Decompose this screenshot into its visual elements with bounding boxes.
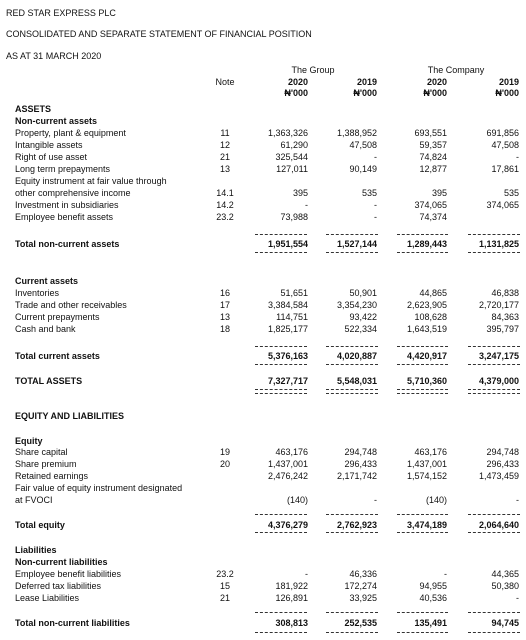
current-asset-row-label: Cash and bank: [15, 324, 76, 334]
noncurrent-asset-row-label: Property, plant & equipment: [15, 128, 126, 138]
company-2019-unit: ₦'000: [495, 88, 519, 98]
equity-row-label: Fair value of equity instrument designated: [15, 483, 183, 493]
noncurrent-asset-row-label: Investment in subsidiaries: [15, 200, 119, 210]
single-rule: [468, 234, 520, 235]
current-asset-row-note: 17: [219, 300, 230, 310]
current-asset-row-company-2020: 44,865: [419, 288, 447, 298]
noncurrent-asset-row-company-2020: 59,357: [419, 140, 447, 150]
current-asset-row-group-2019: 50,901: [349, 288, 377, 298]
current-asset-row-label: Trade and other receivables: [15, 300, 127, 310]
noncurrent-asset-row-label: Equity instrument at fair value through: [15, 176, 167, 186]
total-noncurrent-liabilities-g2020: 308,813: [275, 618, 308, 628]
noncurrent-asset-row-note: 21: [219, 152, 230, 162]
current-asset-row-company-2019: 2,720,177: [478, 300, 519, 310]
single-rule: [255, 252, 307, 253]
single-rule: [326, 632, 378, 633]
double-rule: [326, 389, 378, 394]
noncurrent-asset-row-note: 14.1: [216, 188, 234, 198]
noncurrent-asset-row-label: Long term prepayments: [15, 164, 111, 174]
noncurrent-liability-row-group-2020: -: [305, 569, 308, 579]
total-noncurrent-assets-g2019: 1,527,144: [336, 239, 377, 249]
equity-row-company-2020: 1,574,152: [406, 471, 447, 481]
single-rule: [326, 532, 378, 533]
company-2020-year: 2020: [426, 77, 447, 87]
statement-title: CONSOLIDATED AND SEPARATE STATEMENT OF FINANCIAL POSITION: [6, 29, 312, 39]
single-rule: [397, 234, 448, 235]
total-assets-g2020: 7,327,717: [267, 376, 308, 386]
current-asset-row-company-2020: 1,643,519: [406, 324, 447, 334]
single-rule: [468, 252, 520, 253]
noncurrent-asset-row-group-2020: 395: [292, 188, 308, 198]
equity-row-company-2020: (140): [425, 495, 447, 505]
noncurrent-liability-row-group-2020: 181,922: [275, 581, 308, 591]
noncurrent-asset-row-group-2020: 61,290: [280, 140, 308, 150]
total-noncurrent-liabilities-label: Total non-current liabilities: [15, 618, 130, 628]
single-rule: [326, 346, 378, 347]
group-2019-year: 2019: [356, 77, 377, 87]
noncurrent-asset-row-company-2020: 12,877: [419, 164, 447, 174]
single-rule: [255, 612, 307, 613]
equity-heading: Equity: [15, 436, 43, 446]
equity-row-group-2019: -: [374, 495, 377, 505]
noncurrent-asset-row-group-2020: -: [305, 200, 308, 210]
noncurrent-asset-row-company-2019: 535: [503, 188, 519, 198]
equity-row-group-2019: 2,171,742: [336, 471, 377, 481]
single-rule: [468, 632, 520, 633]
noncurrent-asset-row-company-2019: 691,856: [486, 128, 519, 138]
company-header: The Company: [427, 65, 485, 75]
noncurrent-asset-row-group-2019: -: [374, 212, 377, 222]
single-rule: [326, 612, 378, 613]
equity-row-group-2020: 463,176: [275, 447, 308, 457]
noncurrent-asset-row-group-2019: -: [374, 152, 377, 162]
single-rule: [397, 252, 448, 253]
current-asset-row-company-2019: 395,797: [486, 324, 519, 334]
total-equity-c2020: 3,474,189: [406, 520, 447, 530]
single-rule: [255, 364, 307, 365]
noncurrent-asset-row-note: 12: [219, 140, 230, 150]
noncurrent-asset-row-group-2019: -: [374, 200, 377, 210]
noncurrent-liability-row-company-2019: 44,365: [491, 569, 519, 579]
noncurrent-liability-row-label: Employee benefit liabilities: [15, 569, 122, 579]
single-rule: [255, 532, 307, 533]
total-assets-label: TOTAL ASSETS: [15, 376, 83, 386]
total-noncurrent-liabilities-c2019: 94,745: [491, 618, 519, 628]
equity-row-group-2019: 296,433: [344, 459, 377, 469]
noncurrent-liability-row-note: 15: [219, 581, 230, 591]
noncurrent-liability-row-group-2020: 126,891: [275, 593, 308, 603]
equity-row-group-2020: 2,476,242: [267, 471, 308, 481]
noncurrent-asset-row-label: other comprehensive income: [15, 188, 131, 198]
noncurrent-asset-row-company-2020: 395: [431, 188, 447, 198]
current-asset-row-group-2020: 3,384,584: [267, 300, 308, 310]
total-current-assets-c2020: 4,420,917: [406, 351, 447, 361]
equity-row-company-2020: 463,176: [414, 447, 447, 457]
noncurrent-asset-row-company-2020: 374,065: [414, 200, 447, 210]
current-asset-row-company-2020: 2,623,905: [406, 300, 447, 310]
company-2019-year: 2019: [498, 77, 519, 87]
noncurrent-asset-row-group-2019: 1,388,952: [336, 128, 377, 138]
noncurrent-asset-row-group-2020: 73,988: [280, 212, 308, 222]
current-asset-row-company-2019: 84,363: [491, 312, 519, 322]
single-rule: [255, 346, 307, 347]
total-equity-g2020: 4,376,279: [267, 520, 308, 530]
total-noncurrent-assets-c2019: 1,131,825: [478, 239, 519, 249]
single-rule: [397, 346, 448, 347]
current-asset-row-group-2020: 51,651: [280, 288, 308, 298]
single-rule: [468, 514, 520, 515]
noncurrent-asset-row-label: Right of use asset: [15, 152, 88, 162]
single-rule: [255, 632, 307, 633]
noncurrent-asset-row-group-2019: 535: [361, 188, 377, 198]
total-noncurrent-assets-label: Total non-current assets: [15, 239, 120, 249]
single-rule: [397, 612, 448, 613]
noncurrent-liability-row-note: 21: [219, 593, 230, 603]
noncurrent-asset-row-company-2020: 693,551: [414, 128, 447, 138]
single-rule: [468, 364, 520, 365]
total-current-assets-label: Total current assets: [15, 351, 100, 361]
double-rule: [468, 389, 520, 394]
equity-row-group-2020: (140): [286, 495, 308, 505]
noncurrent-liabilities-heading: Non-current liabilities: [15, 557, 108, 567]
total-noncurrent-assets-c2020: 1,289,443: [406, 239, 447, 249]
noncurrent-asset-row-note: 11: [220, 128, 230, 138]
noncurrent-liability-row-company-2020: -: [444, 569, 447, 579]
total-equity-c2019: 2,064,640: [478, 520, 519, 530]
double-rule: [255, 389, 307, 394]
noncurrent-asset-row-group-2020: 325,544: [275, 152, 308, 162]
group-2020-unit: ₦'000: [284, 88, 308, 98]
current-asset-row-label: Inventories: [15, 288, 60, 298]
current-asset-row-note: 18: [219, 324, 230, 334]
noncurrent-asset-row-group-2020: 1,363,326: [267, 128, 308, 138]
equity-row-group-2020: 1,437,001: [267, 459, 308, 469]
single-rule: [255, 234, 307, 235]
current-asset-row-group-2019: 3,354,230: [336, 300, 377, 310]
equity-liabilities-heading: EQUITY AND LIABILITIES: [15, 411, 125, 421]
noncurrent-liability-row-group-2019: 33,925: [349, 593, 377, 603]
note-column-header: Note: [215, 77, 235, 87]
noncurrent-liability-row-note: 23.2: [216, 569, 234, 579]
single-rule: [326, 252, 378, 253]
total-equity-g2019: 2,762,923: [336, 520, 377, 530]
single-rule: [326, 234, 378, 235]
equity-row-note: 19: [219, 447, 230, 457]
company-name: RED STAR EXPRESS PLC: [6, 8, 116, 18]
single-rule: [326, 364, 378, 365]
noncurrent-asset-row-group-2020: 127,011: [276, 164, 308, 174]
company-2020-unit: ₦'000: [423, 88, 447, 98]
total-current-assets-c2019: 3,247,175: [478, 351, 519, 361]
double-rule: [397, 389, 448, 394]
liabilities-heading: Liabilities: [15, 545, 57, 555]
noncurrent-liability-row-company-2020: 40,536: [419, 593, 447, 603]
single-rule: [326, 514, 378, 515]
current-asset-row-note: 16: [219, 288, 230, 298]
current-asset-row-company-2019: 46,838: [491, 288, 519, 298]
current-asset-row-group-2020: 1,825,177: [267, 324, 308, 334]
noncurrent-asset-row-company-2019: -: [516, 152, 519, 162]
single-rule: [255, 514, 307, 515]
noncurrent-asset-row-note: 14.2: [216, 200, 234, 210]
noncurrent-liability-row-company-2019: -: [516, 593, 519, 603]
noncurrent-asset-row-note: 23.2: [216, 212, 234, 222]
noncurrent-asset-row-company-2020: 74,374: [419, 212, 447, 222]
noncurrent-liability-row-company-2020: 94,955: [419, 581, 447, 591]
current-asset-row-note: 13: [219, 312, 230, 322]
equity-row-company-2019: 294,748: [486, 447, 519, 457]
current-asset-row-label: Current prepayments: [15, 312, 100, 322]
current-asset-row-company-2020: 108,628: [414, 312, 447, 322]
equity-row-note: 20: [219, 459, 230, 469]
total-current-assets-g2019: 4,020,887: [336, 351, 377, 361]
total-noncurrent-liabilities-g2019: 252,535: [344, 618, 377, 628]
assets-heading: ASSETS: [15, 104, 52, 114]
equity-row-company-2019: -: [516, 495, 519, 505]
total-noncurrent-assets-g2020: 1,951,554: [267, 239, 308, 249]
single-rule: [468, 612, 520, 613]
noncurrent-asset-row-company-2019: 17,861: [491, 164, 519, 174]
current-asset-row-group-2019: 522,334: [344, 324, 377, 334]
equity-row-label: at FVOCI: [15, 495, 53, 505]
single-rule: [397, 364, 448, 365]
noncurrent-assets-heading: Non-current assets: [15, 116, 98, 126]
noncurrent-liability-row-group-2019: 46,336: [349, 569, 377, 579]
group-2020-year: 2020: [287, 77, 308, 87]
current-asset-row-group-2019: 93,422: [349, 312, 377, 322]
noncurrent-liability-row-company-2019: 50,380: [491, 581, 519, 591]
noncurrent-asset-row-group-2019: 47,508: [349, 140, 377, 150]
group-2019-unit: ₦'000: [353, 88, 377, 98]
single-rule: [397, 514, 448, 515]
noncurrent-asset-row-label: Employee benefit assets: [15, 212, 114, 222]
total-assets-g2019: 5,548,031: [336, 376, 377, 386]
current-assets-heading: Current assets: [15, 276, 79, 286]
noncurrent-liability-row-label: Lease Liabilities: [15, 593, 80, 603]
noncurrent-asset-row-note: 13: [219, 164, 230, 174]
noncurrent-asset-row-company-2019: 374,065: [486, 200, 519, 210]
statement-date: AS AT 31 MARCH 2020: [6, 51, 102, 61]
noncurrent-asset-row-company-2020: 74,824: [419, 152, 447, 162]
total-assets-c2019: 4,379,000: [478, 376, 519, 386]
group-header: The Group: [291, 65, 335, 75]
single-rule: [468, 346, 520, 347]
noncurrent-asset-row-company-2019: 47,508: [491, 140, 519, 150]
equity-row-company-2019: 1,473,459: [478, 471, 519, 481]
noncurrent-liability-row-group-2019: 172,274: [344, 581, 377, 591]
noncurrent-asset-row-label: Intangible assets: [15, 140, 83, 150]
noncurrent-asset-row-group-2019: 90,149: [349, 164, 377, 174]
noncurrent-liability-row-label: Deferred tax liabilities: [15, 581, 102, 591]
total-current-assets-g2020: 5,376,163: [267, 351, 308, 361]
total-equity-label: Total equity: [15, 520, 65, 530]
single-rule: [397, 632, 448, 633]
equity-row-group-2019: 294,748: [344, 447, 377, 457]
total-assets-c2020: 5,710,360: [406, 376, 447, 386]
current-asset-row-group-2020: 114,751: [276, 312, 308, 322]
equity-row-label: Share capital: [15, 447, 68, 457]
total-noncurrent-liabilities-c2020: 135,491: [414, 618, 447, 628]
equity-row-label: Share premium: [15, 459, 77, 469]
equity-row-label: Retained earnings: [15, 471, 89, 481]
equity-row-company-2019: 296,433: [486, 459, 519, 469]
single-rule: [397, 532, 448, 533]
equity-row-company-2020: 1,437,001: [406, 459, 447, 469]
single-rule: [468, 532, 520, 533]
